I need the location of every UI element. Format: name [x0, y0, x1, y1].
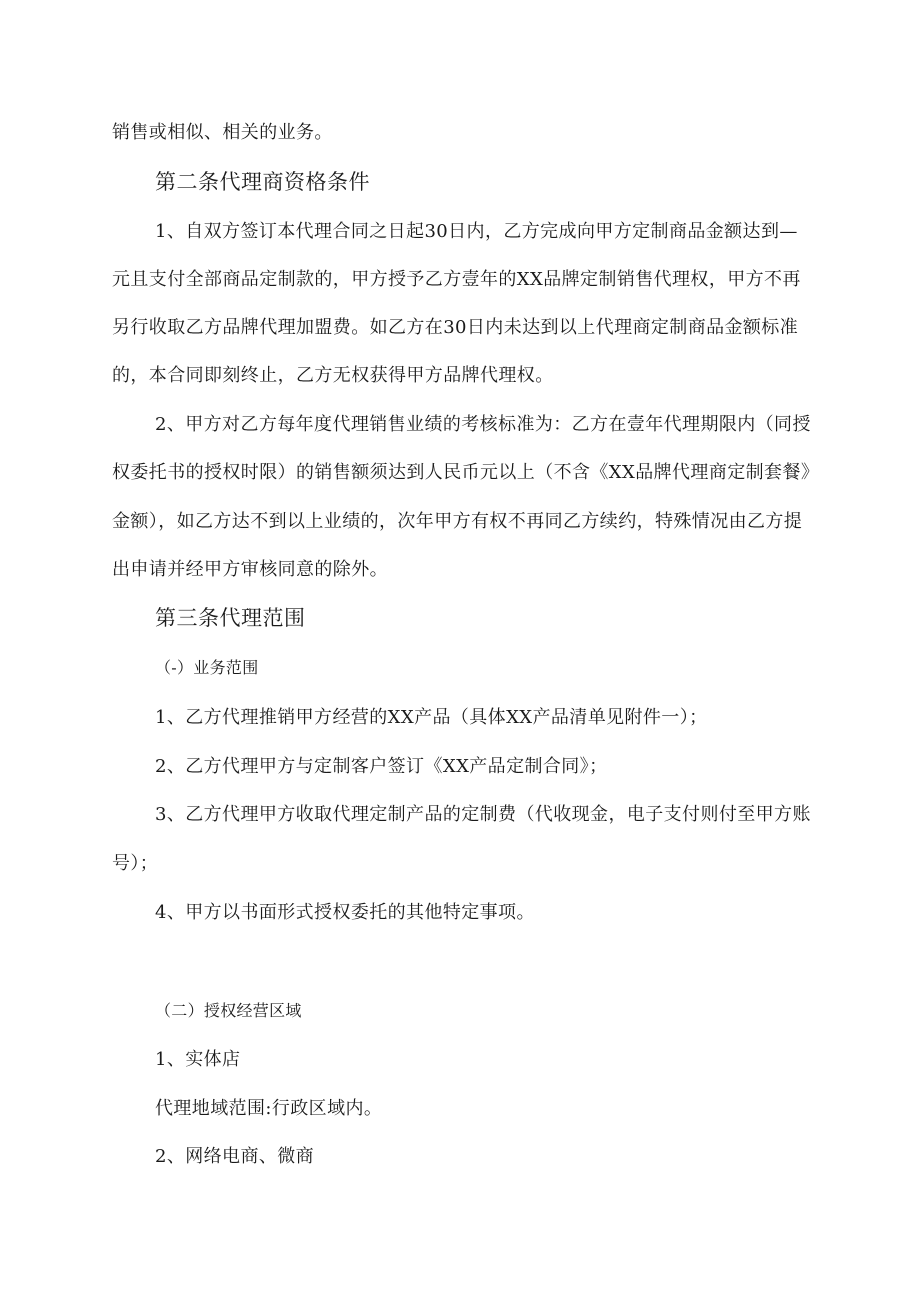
paragraph-line: 的，本合同即刻终止，乙方无权获得甲方品牌代理权。: [112, 365, 554, 386]
subsection-heading: （-）业务范围: [155, 658, 259, 677]
paragraph-line: 金额），如乙方达不到以上业绩的，次年甲方有权不再同乙方续约，特殊情况由乙方提: [112, 511, 803, 532]
paragraph-line: 另行收取乙方品牌代理加盟费。如乙方在30日内未达到以上代理商定制商品金额标准: [112, 317, 799, 338]
list-item: 2、乙方代理甲方与定制客户签订《XX产品定制合同》；: [155, 756, 608, 777]
list-item: 3、乙方代理甲方收取代理定制产品的定制费（代收现金，电子支付则付至甲方账: [155, 804, 811, 825]
list-item: 1、实体店: [155, 1049, 241, 1070]
paragraph-line: 元且支付全部商品定制款的，甲方授予乙方壹年的XX品牌定制销售代理权，甲方不再: [112, 269, 801, 290]
paragraph-line: 出申请并经甲方审核同意的除外。: [112, 559, 388, 580]
list-item: 2、网络电商、微商: [155, 1146, 315, 1167]
paragraph-line: 权委托书的授权时限）的销售额须达到人民币元以上（不含《XX品牌代理商定制套餐》: [112, 462, 820, 483]
paragraph-line: 2、甲方对乙方每年度代理销售业绩的考核标准为：乙方在壹年代理期限内（同授: [155, 414, 811, 435]
paragraph-line: 1、自双方签订本代理合同之日起30日内，乙方完成向甲方定制商品金额达到—: [155, 221, 798, 242]
paragraph-line: 销售或相似、相关的业务。: [112, 122, 333, 143]
section-heading: 第二条代理商资格条件: [155, 170, 370, 194]
section-heading: 第三条代理范围: [155, 606, 306, 630]
subsection-heading: （二）授权经营区域: [155, 1001, 302, 1020]
paragraph-line: 号）；: [112, 853, 159, 874]
list-item: 4、甲方以书面形式授权委托的其他特定事项。: [155, 902, 535, 923]
list-item: 1、乙方代理推销甲方经营的XX产品（具体XX产品清单见附件一）；: [155, 707, 708, 728]
paragraph-line: 代理地域范围:行政区域内。: [155, 1098, 383, 1119]
